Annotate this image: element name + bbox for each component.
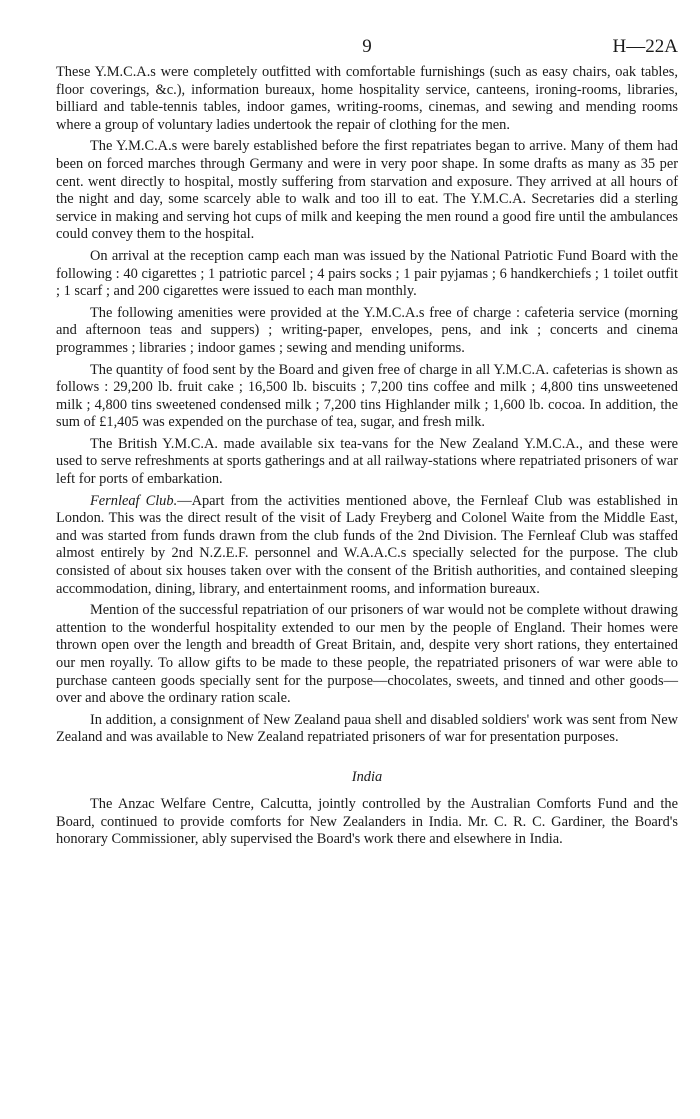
page-header <box>56 36 678 64</box>
document-page <box>56 36 678 853</box>
paragraph-ymca-furnishings: These Y.M.C.A.s were completely outfitted with comfortable furnishings (such as easy chairs, oak tables, floor coverings, &c.), information bureaux, home hospitality service, canteens, ironing-rooms, libraries, billiard and table-tennis tables, indoor games, writing-rooms, cinemas, and sewing and mending rooms where a group of voluntary ladies undertook the repair of clothing for the men. <box>56 64 678 133</box>
paragraph-fernleaf-club <box>56 493 678 599</box>
paragraph-paua-shell-consignment: In addition, a consignment of New Zealand paua shell and disabled soldiers' work was sent from New Zealand and was available to New Zealand repatriated prisoners of war for presentation purposes. <box>56 711 678 746</box>
page-number: 9 <box>362 36 372 57</box>
paragraph-repatriates-arrival: The Y.M.C.A.s were barely established before the first repatriates began to arrive. Many of them had been on forced marches through Germany and were in very poor shape. In some drafts as many as 35 per cent. went directly to hospital, mostly suffering from starvation and exposure. They arrived at all hours of the night and day, some scarcely able to walk and too ill to eat. The Y.M.C.A. Secretaries did a sterling service in making and serving hot cups of milk and keeping the men round a good fire until the ambulances could convey them to the hospital. <box>56 138 678 243</box>
document-reference: H—22A <box>612 36 678 57</box>
section-heading-india: India <box>351 768 383 785</box>
paragraph-free-amenities: The following amenities were provided at the Y.M.C.A.s free of charge : cafeteria service (morning and afternoon teas and suppers) ; writing-paper, envelopes, pens, and ink ; concerts and cinema programmes ; libraries ; indoor games ; sewing and mending uniforms. <box>56 304 678 356</box>
paragraph-anzac-welfare-centre: The Anzac Welfare Centre, Calcutta, jointly controlled by the Australian Comforts Fund and the Board, continued to provide comforts for New Zealanders in India. Mr. C. R. C. Gardiner, the Board's honorary Commissioner, ably supervised the Board's work there and elsewhere in India. <box>56 795 678 848</box>
paragraph-english-hospitality: Mention of the successful repatriation of our prisoners of war would not be complete without drawing attention to the wonderful hospitality extended to our men by the people of England. Their homes were thrown open over the length and breadth of Great Britain, and, despite very short rations, they entertained our men royally. To allow gifts to be made to these people, the repatriated prisoners of war were able to purchase canteen goods specially sent for the purpose—chocolates, sweets, and tinned and other goods—over and above the ordinary ration scale. <box>56 602 678 707</box>
fernleaf-club-text: —Apart from the activities mentioned above, the Fernleaf Club was established in London. This was the direct result of the visit of Lady Freyberg and Colonel Waite from the Middle East, and was started from funds drawn from the club funds of the 2nd Division. The Fernleaf Club was staffed almost entirely by 2nd N.Z.E.F. personnel and W.A.A.C.s specially selected for the purpose. The club consisted of about six houses taken over with the consent of the British authorities, and contained sleeping accommodation, dining, library, and entertainment rooms, and information bureaux. <box>56 492 678 597</box>
paragraph-tea-vans: The British Y.M.C.A. made available six tea-vans for the New Zealand Y.M.C.A., and these were used to serve refreshments at sports gatherings and at all railway-stations where repatriated prisoners of war left for ports of embarkation. <box>56 435 678 488</box>
fernleaf-club-lead: Fernleaf Club. <box>90 492 178 509</box>
paragraph-food-quantities: The quantity of food sent by the Board and given free of charge in all Y.M.C.A. cafeterias is shown as follows : 29,200 lb. fruit cake ; 16,500 lb. biscuits ; 7,200 tins coffee and milk ; 4,800 tins unsweetened milk ; 4,800 tins sweetened condensed milk ; 7,200 tins Highlander milk ; 1,600 lb. cocoa. In addition, the sum of £1,405 was expended on the purchase of tea, sugar, and fresh milk. <box>56 361 678 431</box>
paragraph-reception-camp-issue: On arrival at the reception camp each man was issued by the National Patriotic Fund Board with the following : 40 cigarettes ; 1 patriotic parcel ; 4 pairs socks ; 1 pair pyjamas ; 6 handkerchiefs ; 1 toilet outfit ; 1 scarf ; and 200 cigarettes were issued to each man monthly. <box>56 247 678 300</box>
